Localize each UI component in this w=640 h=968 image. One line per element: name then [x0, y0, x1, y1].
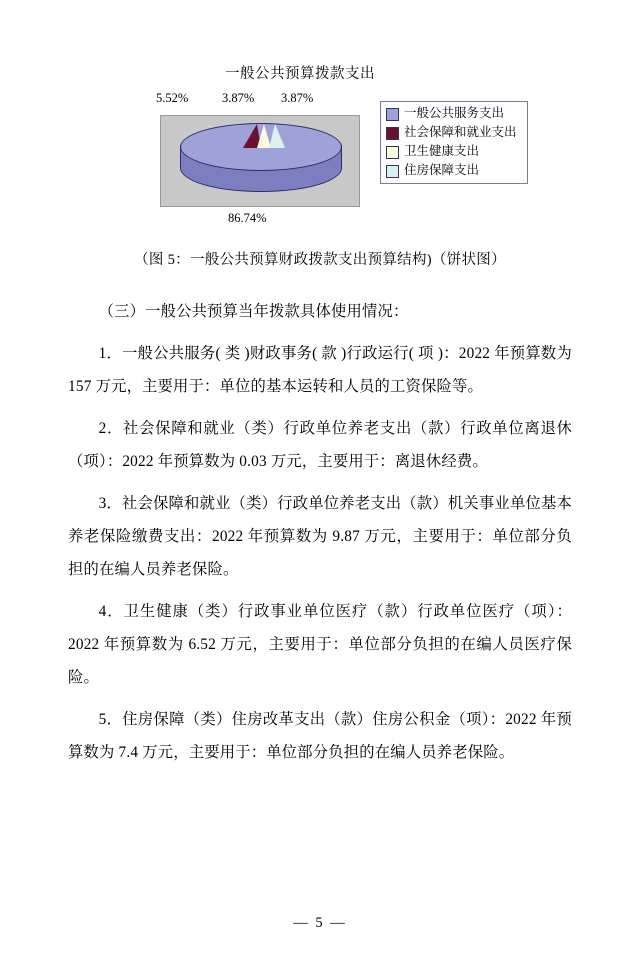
- figure-caption: （图 5：一般公共预算财政拨款支出预算结构)（饼状图）: [134, 252, 506, 268]
- legend-label: 卫生健康支出: [404, 144, 480, 158]
- pie-label-health: 3.87%: [222, 91, 255, 105]
- body-paragraph-4: 4．卫生健康（类）行政事业单位医疗（款）行政单位医疗（项）：2022 年预算数为 6.52 万元，主要用于：单位部分负担的在编人员医疗保险。: [68, 603, 572, 686]
- legend-swatch-icon: [386, 146, 399, 159]
- pie-slice-housing: [269, 124, 285, 148]
- pie-label-social-security: 5.52%: [156, 91, 189, 105]
- legend-item: [386, 144, 522, 159]
- document-page: [0, 62, 640, 968]
- legend-swatch-icon: [386, 165, 399, 178]
- body-paragraph-5: 5．住房保障（类）住房改革支出（款）住房公积金（项）：2022 年预算数为 7.4 万元，主要用于：单位部分负担的在编人员养老保险。: [68, 711, 572, 761]
- section-heading: （三）一般公共预算当年拨款具体使用情况：: [98, 303, 409, 320]
- legend-swatch-icon: [386, 127, 399, 140]
- legend-swatch-icon: [386, 108, 399, 121]
- legend-label: 住房保障支出: [404, 163, 480, 177]
- pie-label-general-public-service: 86.74%: [228, 211, 267, 225]
- body-paragraph-1: 1．一般公共服务( 类 )财政事务( 款 )行政运行( 项 )：2022 年预算数为 157 万元，主要用于：单位的基本运转和人员的工资保险等。: [68, 345, 572, 395]
- pie-label-housing: 3.87%: [281, 91, 314, 105]
- body-paragraph-3: 3．社会保障和就业（类）行政单位养老支出（款）机关事业单位基本养老保险缴费支出：2022 年预算数为 9.87 万元，主要用于：单位部分负担的在编人员养老保险。: [68, 495, 572, 578]
- body-paragraph-2: 2．社会保障和就业（类）行政单位养老支出（款）行政单位离退休（项）：2022 年预算数为 0.03 万元，主要用于：离退休经费。: [68, 420, 572, 470]
- legend-item: [386, 125, 522, 140]
- chart-block: [68, 62, 572, 232]
- legend-label: 社会保障和就业支出: [404, 125, 517, 139]
- legend-label: 一般公共服务支出: [404, 106, 505, 120]
- pie-chart: [166, 111, 354, 207]
- legend-item: [386, 106, 522, 121]
- document-body: [68, 295, 572, 769]
- pie-top-face: [180, 123, 342, 171]
- chart-area: [68, 91, 572, 225]
- chart-title: 一般公共预算拨款支出: [225, 66, 375, 82]
- legend-item: [386, 163, 522, 178]
- chart-legend: [380, 101, 528, 184]
- page-number: — 5 —: [293, 915, 347, 931]
